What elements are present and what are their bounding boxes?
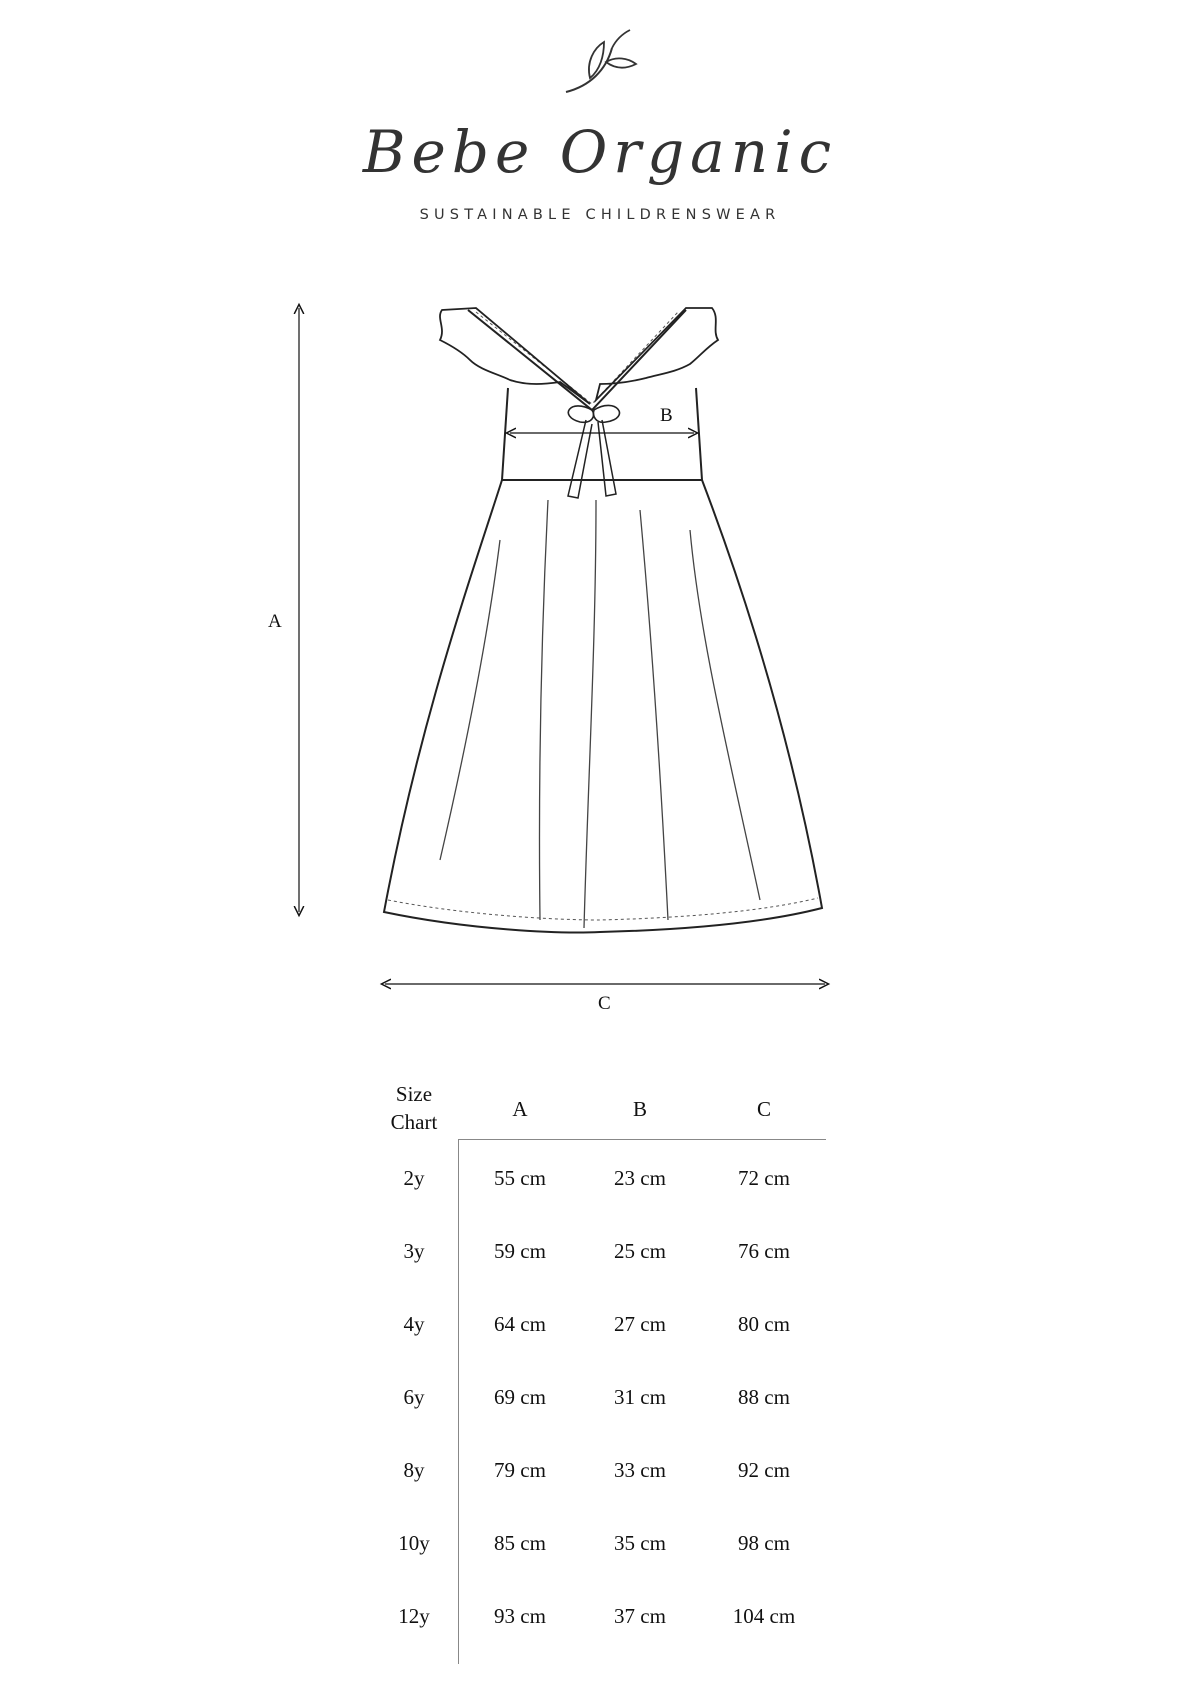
a-cell: 79 cm bbox=[494, 1458, 546, 1482]
brand-tagline: SUSTAINABLE CHILDRENSWEAR bbox=[419, 207, 781, 223]
size-cell: 4y bbox=[403, 1312, 425, 1336]
column-header-c: C bbox=[756, 1097, 771, 1121]
b-cell: 31 cm bbox=[614, 1385, 666, 1409]
b-cell: 27 cm bbox=[614, 1312, 666, 1336]
size-cell: 6y bbox=[403, 1385, 425, 1409]
a-cell: 64 cm bbox=[494, 1312, 546, 1336]
b-cell: 35 cm bbox=[614, 1531, 666, 1555]
size-cell: 12y bbox=[398, 1604, 430, 1628]
c-cell: 76 cm bbox=[738, 1239, 790, 1263]
a-cell: 69 cm bbox=[494, 1385, 546, 1409]
dimension-c-label: C bbox=[598, 993, 611, 1014]
c-cell: 88 cm bbox=[738, 1385, 790, 1409]
c-cell: 80 cm bbox=[738, 1312, 790, 1336]
size-chart-corner-label: Size Chart bbox=[390, 1082, 438, 1134]
column-header-a: A bbox=[512, 1097, 528, 1121]
size-cell: 10y bbox=[398, 1531, 430, 1555]
b-cell: 37 cm bbox=[614, 1604, 666, 1628]
a-cell: 55 cm bbox=[494, 1166, 546, 1190]
brand-name: Bebe Organic bbox=[362, 118, 838, 186]
size-cell: 8y bbox=[403, 1458, 425, 1482]
c-cell: 72 cm bbox=[738, 1166, 790, 1190]
dress-illustration bbox=[0, 300, 1200, 1060]
c-cell: 98 cm bbox=[738, 1531, 790, 1555]
column-header-b: B bbox=[632, 1097, 647, 1121]
size-cell: 2y bbox=[403, 1166, 425, 1190]
a-cell: 93 cm bbox=[494, 1604, 546, 1628]
dimension-b-label: B bbox=[660, 405, 673, 426]
a-cell: 59 cm bbox=[494, 1239, 546, 1263]
header-divider bbox=[458, 1139, 826, 1140]
a-cell: 85 cm bbox=[494, 1531, 546, 1555]
b-cell: 25 cm bbox=[614, 1239, 666, 1263]
dimension-a-label: A bbox=[268, 611, 282, 632]
dress-diagram bbox=[0, 300, 1200, 1060]
c-cell: 104 cm bbox=[732, 1604, 796, 1628]
b-cell: 33 cm bbox=[614, 1458, 666, 1482]
b-cell: 23 cm bbox=[614, 1166, 666, 1190]
c-cell: 92 cm bbox=[738, 1458, 790, 1482]
size-cell: 3y bbox=[403, 1239, 425, 1263]
